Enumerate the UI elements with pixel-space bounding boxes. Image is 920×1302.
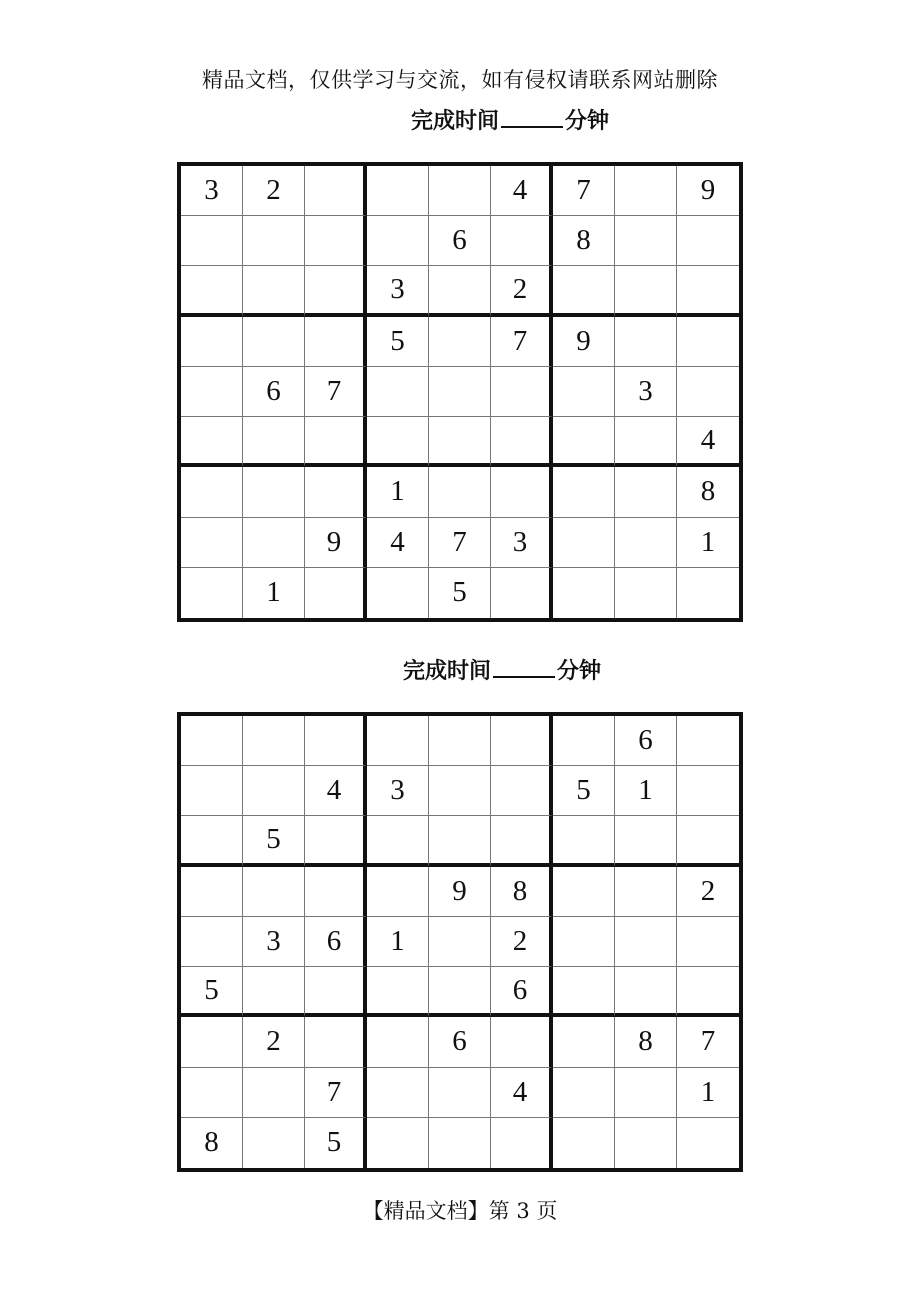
sudoku-grid-2 <box>177 712 743 1172</box>
page-footer: 【精品文档】第 3 页 <box>362 1199 558 1223</box>
sudoku-cell <box>305 1017 367 1067</box>
sudoku-cell <box>181 367 243 417</box>
sudoku-cell <box>367 417 429 467</box>
sudoku-cell <box>615 917 677 967</box>
sudoku-cell: 2 <box>491 917 553 967</box>
sudoku-cell: 3 <box>181 166 243 216</box>
sudoku-cell: 6 <box>491 967 553 1017</box>
sudoku-cell <box>181 266 243 316</box>
sudoku-cell <box>243 317 305 367</box>
sudoku-cell <box>553 967 615 1017</box>
sudoku-cell <box>429 766 491 816</box>
sudoku-cell <box>367 1068 429 1118</box>
sudoku-cell <box>181 317 243 367</box>
sudoku-grid-1 <box>177 162 743 622</box>
sudoku-cell: 5 <box>553 766 615 816</box>
sudoku-cell <box>429 367 491 417</box>
sudoku-cell: 6 <box>615 716 677 766</box>
sudoku-cell <box>677 766 739 816</box>
sudoku-cell: 7 <box>429 518 491 568</box>
sudoku-cell <box>615 467 677 517</box>
sudoku-cell <box>181 716 243 766</box>
sudoku-cell <box>615 867 677 917</box>
sudoku-cell <box>305 716 367 766</box>
sudoku-cell <box>491 766 553 816</box>
sudoku-cell: 8 <box>181 1118 243 1168</box>
sudoku-cell <box>429 417 491 467</box>
sudoku-cell <box>491 568 553 618</box>
sudoku-cell <box>491 1017 553 1067</box>
sudoku-cell <box>243 518 305 568</box>
sudoku-cell: 5 <box>243 816 305 866</box>
sudoku-cell: 5 <box>367 317 429 367</box>
sudoku-cell <box>429 816 491 866</box>
sudoku-cell <box>181 766 243 816</box>
puzzle-1-title-suffix: 分钟 <box>565 109 610 134</box>
puzzle-1-time-blank <box>501 108 563 128</box>
sudoku-cell <box>677 367 739 417</box>
sudoku-cell: 9 <box>553 317 615 367</box>
sudoku-cell <box>553 367 615 417</box>
sudoku-cell: 1 <box>367 917 429 967</box>
sudoku-cell <box>553 518 615 568</box>
sudoku-cell <box>305 317 367 367</box>
sudoku-cell: 7 <box>491 317 553 367</box>
sudoku-cell: 1 <box>615 766 677 816</box>
sudoku-cell <box>429 716 491 766</box>
sudoku-cell <box>553 417 615 467</box>
sudoku-cell <box>677 816 739 866</box>
sudoku-cell <box>553 467 615 517</box>
sudoku-cell: 1 <box>367 467 429 517</box>
sudoku-cell <box>491 816 553 866</box>
sudoku-cell: 6 <box>243 367 305 417</box>
sudoku-cell: 3 <box>615 367 677 417</box>
sudoku-cell <box>181 568 243 618</box>
sudoku-cell <box>677 216 739 266</box>
sudoku-cell <box>181 1068 243 1118</box>
sudoku-cell <box>429 1118 491 1168</box>
sudoku-cell <box>429 917 491 967</box>
sudoku-cell <box>305 568 367 618</box>
sudoku-cell: 4 <box>491 1068 553 1118</box>
sudoku-cell <box>181 518 243 568</box>
sudoku-cell <box>615 1068 677 1118</box>
sudoku-cell <box>615 166 677 216</box>
sudoku-cell <box>243 867 305 917</box>
sudoku-cell <box>615 967 677 1017</box>
sudoku-cell <box>367 1118 429 1168</box>
sudoku-cell <box>491 417 553 467</box>
sudoku-cell <box>677 716 739 766</box>
sudoku-cell: 1 <box>677 1068 739 1118</box>
sudoku-cell: 4 <box>305 766 367 816</box>
sudoku-cell: 4 <box>677 417 739 467</box>
sudoku-cell <box>243 216 305 266</box>
sudoku-cell <box>429 266 491 316</box>
sudoku-cell <box>367 967 429 1017</box>
sudoku-cell <box>305 816 367 866</box>
sudoku-cell <box>305 216 367 266</box>
puzzle-2-title-suffix: 分钟 <box>557 659 602 684</box>
sudoku-cell: 1 <box>677 518 739 568</box>
sudoku-cell <box>615 1118 677 1168</box>
sudoku-cell <box>615 417 677 467</box>
sudoku-cell <box>553 1068 615 1118</box>
sudoku-cell <box>243 716 305 766</box>
sudoku-cell <box>553 816 615 866</box>
sudoku-cell: 2 <box>243 1017 305 1067</box>
sudoku-cell: 2 <box>677 867 739 917</box>
sudoku-cell <box>429 467 491 517</box>
sudoku-cell: 5 <box>181 967 243 1017</box>
sudoku-cell <box>615 518 677 568</box>
sudoku-cell: 8 <box>491 867 553 917</box>
sudoku-cell: 1 <box>243 568 305 618</box>
sudoku-cell: 8 <box>615 1017 677 1067</box>
sudoku-cell: 3 <box>367 766 429 816</box>
sudoku-cell <box>243 467 305 517</box>
header-note: 精品文档，仅供学习与交流，如有侵权请联系网站删除 <box>202 68 718 92</box>
sudoku-cell: 3 <box>491 518 553 568</box>
sudoku-cell <box>553 867 615 917</box>
sudoku-cell <box>491 1118 553 1168</box>
sudoku-cell <box>553 568 615 618</box>
sudoku-cell <box>491 367 553 417</box>
sudoku-cell <box>181 467 243 517</box>
sudoku-cell <box>181 417 243 467</box>
sudoku-cell <box>429 1068 491 1118</box>
puzzle-1-title-prefix: 完成时间 <box>410 109 499 134</box>
sudoku-cell <box>491 716 553 766</box>
sudoku-cell <box>367 166 429 216</box>
sudoku-cell <box>243 1118 305 1168</box>
sudoku-cell <box>615 568 677 618</box>
sudoku-cell <box>243 1068 305 1118</box>
sudoku-cell <box>677 568 739 618</box>
sudoku-cell <box>305 266 367 316</box>
sudoku-cell <box>181 216 243 266</box>
sudoku-cell <box>553 716 615 766</box>
sudoku-cell <box>181 867 243 917</box>
sudoku-cell <box>677 967 739 1017</box>
sudoku-cell <box>553 266 615 316</box>
sudoku-cell <box>305 967 367 1017</box>
sudoku-cell: 7 <box>677 1017 739 1067</box>
sudoku-cell <box>181 816 243 866</box>
sudoku-cell: 8 <box>677 467 739 517</box>
sudoku-cell <box>677 266 739 316</box>
sudoku-cell <box>367 716 429 766</box>
sudoku-cell: 7 <box>553 166 615 216</box>
sudoku-cell: 8 <box>553 216 615 266</box>
sudoku-cell <box>677 317 739 367</box>
sudoku-cell: 7 <box>305 367 367 417</box>
sudoku-cell <box>305 166 367 216</box>
sudoku-cell <box>429 166 491 216</box>
sudoku-cell <box>429 317 491 367</box>
puzzle-1-title <box>50 104 920 135</box>
sudoku-cell <box>305 467 367 517</box>
sudoku-cell: 3 <box>367 266 429 316</box>
sudoku-cell <box>367 367 429 417</box>
sudoku-cell: 9 <box>677 166 739 216</box>
sudoku-cell: 3 <box>243 917 305 967</box>
sudoku-cell: 9 <box>429 867 491 917</box>
sudoku-cell: 5 <box>429 568 491 618</box>
sudoku-cell <box>243 417 305 467</box>
sudoku-cell <box>615 266 677 316</box>
sudoku-cell <box>553 1118 615 1168</box>
sudoku-cell: 4 <box>367 518 429 568</box>
sudoku-cell <box>367 816 429 866</box>
sudoku-cell <box>553 917 615 967</box>
sudoku-cell <box>491 467 553 517</box>
sudoku-cell: 6 <box>429 1017 491 1067</box>
sudoku-cell: 9 <box>305 518 367 568</box>
sudoku-cell <box>305 867 367 917</box>
sudoku-cell <box>677 1118 739 1168</box>
puzzle-2-title <box>42 654 920 685</box>
sudoku-cell: 7 <box>305 1068 367 1118</box>
sudoku-cell <box>367 216 429 266</box>
sudoku-cell <box>491 216 553 266</box>
sudoku-cell: 6 <box>429 216 491 266</box>
sudoku-cell <box>181 917 243 967</box>
sudoku-cell <box>367 1017 429 1067</box>
sudoku-cell: 5 <box>305 1118 367 1168</box>
sudoku-cell <box>677 917 739 967</box>
sudoku-cell <box>367 568 429 618</box>
sudoku-cell <box>367 867 429 917</box>
sudoku-cell: 6 <box>305 917 367 967</box>
sudoku-cell <box>429 967 491 1017</box>
sudoku-cell <box>615 317 677 367</box>
sudoku-cell <box>243 967 305 1017</box>
sudoku-cell <box>243 766 305 816</box>
sudoku-cell <box>243 266 305 316</box>
puzzle-2-title-prefix: 完成时间 <box>402 659 491 684</box>
sudoku-cell: 4 <box>491 166 553 216</box>
sudoku-cell <box>615 216 677 266</box>
sudoku-cell <box>305 417 367 467</box>
puzzle-2-time-blank <box>493 658 555 678</box>
sudoku-cell <box>181 1017 243 1067</box>
sudoku-cell <box>553 1017 615 1067</box>
sudoku-cell: 2 <box>491 266 553 316</box>
sudoku-cell: 2 <box>243 166 305 216</box>
sudoku-cell <box>615 816 677 866</box>
